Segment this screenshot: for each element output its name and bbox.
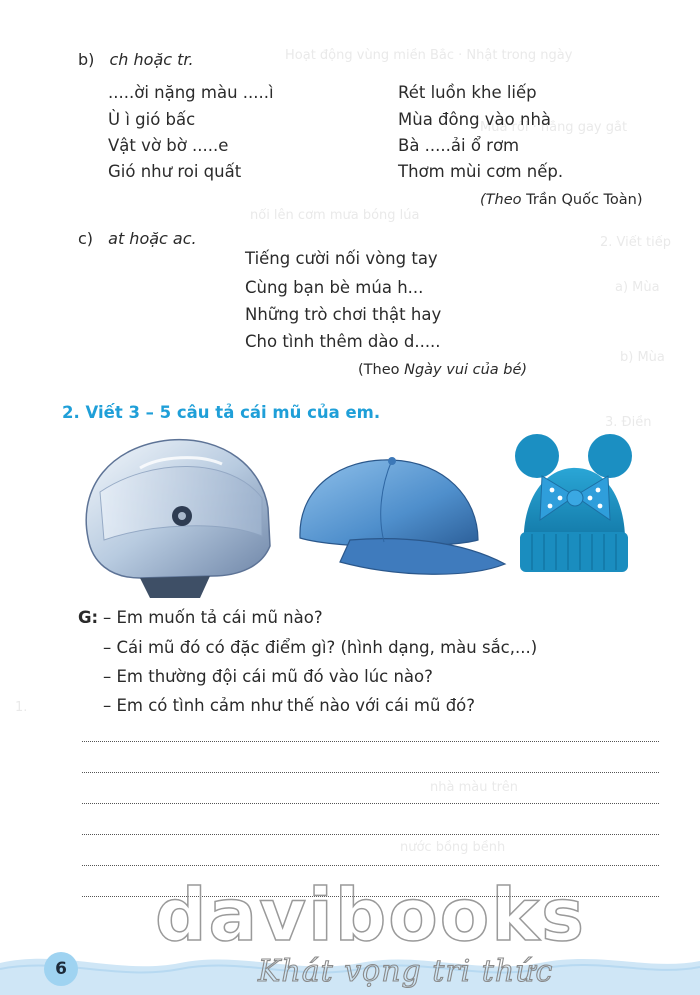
- watermark-brand: davibooks: [155, 873, 586, 957]
- section-b-right-line-2: Mùa đông vào nhà: [398, 110, 552, 129]
- hat-images: [0, 428, 700, 598]
- section-c-source: [358, 362, 527, 378]
- section-c-source-prefix: (Theo: [358, 362, 400, 378]
- guide-question-3: – Em thường đội cái mũ đó vào lúc nào?: [103, 667, 433, 686]
- guide-label: G:: [78, 608, 99, 627]
- section-c-label: [78, 229, 197, 248]
- writing-line-3[interactable]: [82, 803, 659, 804]
- section-b-source-name: Trần Quốc Toàn): [526, 192, 643, 208]
- section-c-line-2: Cùng bạn bè múa h...: [245, 278, 424, 297]
- section-b-left-line-1: .....ời nặng màu .....ì: [108, 83, 274, 102]
- section-b-left-line-2: Ù ì gió bấc: [108, 110, 196, 129]
- section-b-instruction: ch hoặc tr.: [109, 50, 194, 69]
- writing-line-2[interactable]: [82, 772, 659, 773]
- section-c-instruction: at hoặc ac.: [108, 229, 197, 248]
- section-c-line-3: Những trò chơi thật hay: [245, 305, 442, 324]
- exercise-2-heading: 2. Viết 3 – 5 câu tả cái mũ của em.: [62, 403, 381, 422]
- section-b-left-line-4: Gió như roi quất: [108, 162, 242, 181]
- beanie-image: [515, 434, 632, 572]
- section-b-right-line-4: Thơm mùi cơm nếp.: [398, 162, 564, 181]
- section-b-left-line-3: Vật vờ bờ .....e: [108, 136, 229, 155]
- writing-line-4[interactable]: [82, 834, 659, 835]
- page-number: 6: [55, 959, 67, 979]
- cap-image: [300, 457, 505, 574]
- writing-line-1[interactable]: [82, 741, 659, 742]
- page-number-badge: [44, 952, 78, 986]
- section-c-source-name: Ngày vui của bé): [404, 362, 528, 378]
- section-c-letter: c): [78, 229, 94, 248]
- guide-question-1: – Em muốn tả cái mũ nào?: [103, 608, 323, 627]
- section-b-letter: b): [78, 50, 95, 69]
- section-c-line-1: Tiếng cười nối vòng tay: [245, 249, 438, 268]
- section-c-line-4: Cho tình thêm dào d.....: [245, 332, 441, 351]
- section-b-source: [480, 192, 643, 208]
- guide-question-2: – Cái mũ đó có đặc điểm gì? (hình dạng, màu sắc,...): [103, 638, 538, 657]
- section-b-right-line-3: Bà .....ải ổ rơm: [398, 136, 520, 155]
- writing-line-5[interactable]: [82, 865, 659, 866]
- section-b-label: [78, 50, 194, 69]
- section-b-right-line-1: Rét luồn khe liếp: [398, 83, 537, 102]
- helmet-image: [86, 440, 270, 598]
- section-b-source-prefix: (Theo: [480, 192, 522, 208]
- watermark-tagline: Khát vọng tri thức: [258, 954, 554, 989]
- guide-question-4: – Em có tình cảm như thế nào với cái mũ đó?: [103, 696, 476, 715]
